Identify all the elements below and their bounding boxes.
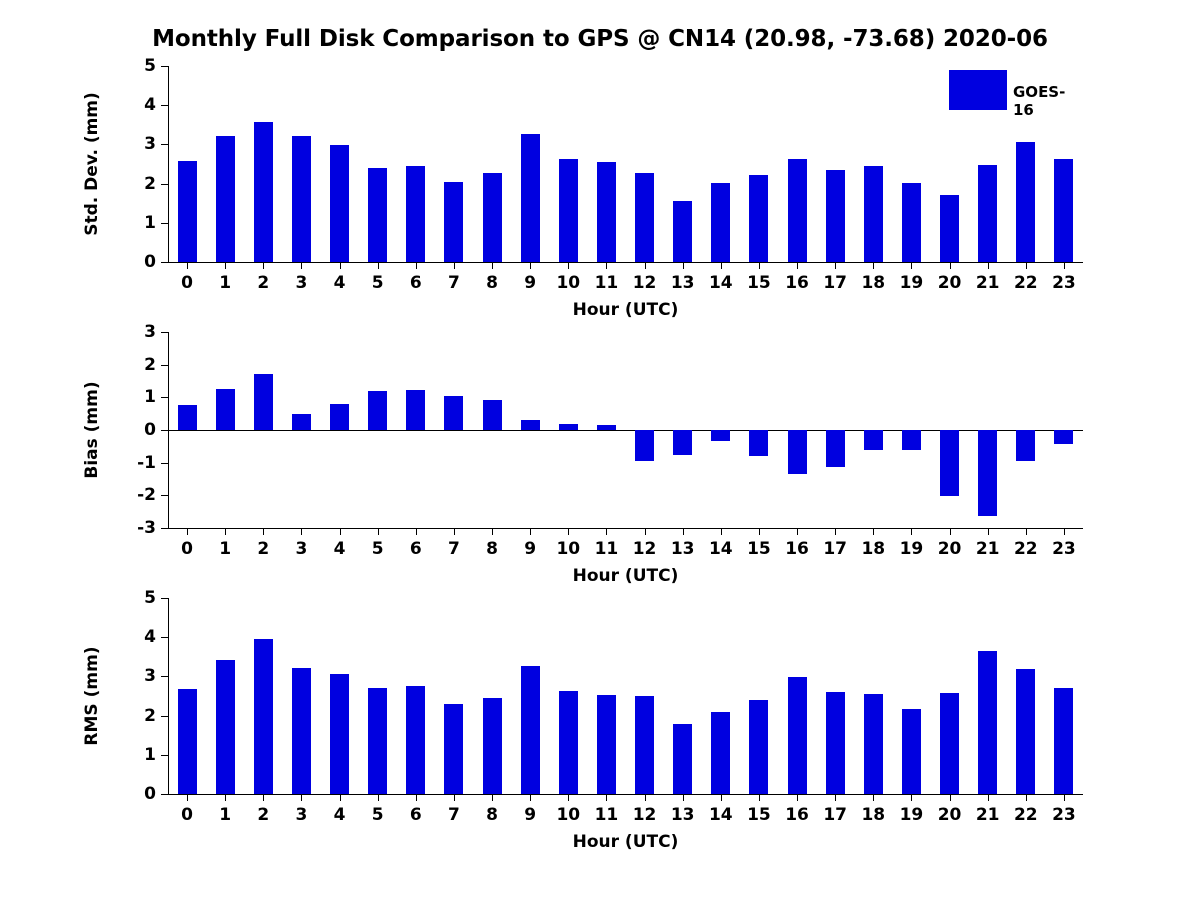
x-tick: [835, 794, 836, 801]
bar: [940, 693, 959, 794]
x-tick: [568, 262, 569, 269]
x-tick: [759, 528, 760, 535]
y-tick: [161, 223, 168, 224]
bar: [559, 159, 578, 262]
panel-std-dev: [82, 56, 1083, 320]
x-axis-line: [168, 794, 1083, 795]
y-tick: [161, 184, 168, 185]
bar: [216, 389, 235, 430]
x-tick: [759, 262, 760, 269]
x-tick: [1026, 528, 1027, 535]
bar: [178, 405, 197, 430]
bar: [597, 695, 616, 794]
bar: [749, 175, 768, 262]
legend-label: GOES-16: [1013, 83, 1066, 119]
x-tick-label: 9: [524, 273, 537, 293]
x-tick: [492, 262, 493, 269]
x-tick-label: 13: [670, 273, 695, 293]
x-tick-label: 16: [785, 273, 809, 293]
y-tick-label: 5: [144, 588, 156, 608]
bar: [1016, 430, 1035, 461]
y-tick-label: 3: [144, 666, 156, 687]
x-tick-label: 8: [486, 539, 498, 559]
bar: [406, 390, 425, 430]
x-tick-label: 11: [594, 539, 619, 559]
x-tick: [263, 794, 264, 801]
x-tick: [301, 528, 302, 535]
figure-title: Monthly Full Disk Comparison to GPS @ CN14 (20.98, -73.68) 2020-06: [152, 26, 1048, 52]
y-tick-label: 0: [144, 420, 156, 440]
x-tick-label: 4: [333, 539, 346, 559]
y-tick-label: 0: [144, 784, 156, 804]
y-axis-label: Std. Dev. (mm): [82, 92, 102, 236]
x-tick: [911, 794, 912, 801]
bar: [902, 709, 921, 794]
x-tick-label: 11: [594, 805, 619, 825]
y-tick: [161, 755, 168, 756]
bar: [292, 136, 311, 262]
x-tick: [835, 528, 836, 535]
x-tick-label: 10: [556, 273, 581, 293]
x-tick: [187, 262, 188, 269]
bar: [673, 724, 692, 794]
x-tick-label: 15: [747, 273, 771, 293]
x-tick: [1064, 794, 1065, 801]
y-tick-label: 1: [144, 744, 156, 765]
y-tick: [161, 262, 168, 263]
x-tick: [225, 262, 226, 269]
x-tick-label: 0: [181, 539, 193, 559]
x-tick-label: 23: [1052, 805, 1076, 825]
bar: [635, 430, 654, 461]
bar: [635, 696, 654, 794]
x-tick-label: 17: [823, 273, 848, 293]
x-tick: [454, 262, 455, 269]
x-tick-label: 4: [333, 805, 346, 825]
x-tick-label: 15: [747, 805, 771, 825]
x-tick-label: 21: [975, 805, 1000, 825]
x-tick: [1064, 262, 1065, 269]
x-tick: [835, 262, 836, 269]
y-tick: [161, 676, 168, 677]
bar: [368, 688, 387, 794]
bar: [978, 165, 997, 262]
bar: [673, 201, 692, 262]
x-tick: [492, 794, 493, 801]
x-tick-label: 16: [785, 539, 809, 559]
x-tick: [530, 262, 531, 269]
y-tick-label: -1: [137, 452, 156, 473]
panel-rms: [82, 588, 1083, 852]
x-tick: [759, 794, 760, 801]
y-tick: [161, 495, 168, 496]
x-tick: [1026, 794, 1027, 801]
x-tick-label: 1: [219, 273, 232, 293]
bar: [1054, 688, 1073, 794]
bar: [254, 122, 273, 262]
bar: [521, 666, 540, 794]
bar: [788, 430, 807, 474]
x-tick-label: 17: [823, 805, 848, 825]
x-tick: [378, 528, 379, 535]
x-tick: [301, 794, 302, 801]
x-tick-label: 22: [1013, 539, 1038, 559]
y-tick-label: 2: [144, 705, 156, 726]
x-tick-label: 7: [448, 539, 460, 559]
x-tick: [797, 262, 798, 269]
x-tick: [530, 528, 531, 535]
bar: [788, 159, 807, 262]
y-tick-label: 0: [144, 252, 156, 272]
x-tick-label: 12: [632, 539, 657, 559]
x-tick-label: 0: [181, 273, 193, 293]
x-tick-label: 17: [823, 539, 848, 559]
bar: [292, 668, 311, 794]
bar: [254, 639, 273, 794]
x-tick-label: 11: [594, 273, 619, 293]
bar: [406, 686, 425, 794]
x-tick: [873, 794, 874, 801]
x-tick: [416, 794, 417, 801]
x-tick-label: 15: [747, 539, 771, 559]
x-tick: [911, 262, 912, 269]
x-tick: [873, 262, 874, 269]
x-tick-label: 19: [899, 273, 924, 293]
bar: [826, 692, 845, 794]
bar: [635, 173, 654, 262]
y-tick: [161, 637, 168, 638]
x-tick-label: 9: [524, 805, 537, 825]
bar: [1016, 669, 1035, 794]
x-tick: [378, 262, 379, 269]
x-tick: [683, 262, 684, 269]
bar: [940, 195, 959, 262]
x-tick-label: 22: [1013, 805, 1038, 825]
x-tick: [950, 794, 951, 801]
bar: [368, 168, 387, 262]
x-tick-label: 19: [899, 805, 924, 825]
x-tick: [340, 794, 341, 801]
y-tick: [161, 598, 168, 599]
y-tick-label: 2: [144, 354, 156, 375]
bar: [330, 145, 349, 262]
bar: [711, 712, 730, 794]
x-tick-label: 1: [219, 539, 232, 559]
bar: [559, 691, 578, 794]
x-tick-label: 14: [708, 805, 733, 825]
x-tick-label: 16: [785, 805, 809, 825]
bar: [711, 430, 730, 441]
x-tick: [1064, 528, 1065, 535]
y-tick-label: 3: [144, 134, 156, 155]
bar: [368, 391, 387, 430]
y-tick: [161, 66, 168, 67]
x-tick-label: 2: [257, 539, 270, 559]
y-tick: [161, 365, 168, 366]
x-tick: [797, 528, 798, 535]
x-tick-label: 8: [486, 805, 498, 825]
x-tick-label: 20: [937, 805, 962, 825]
x-tick: [645, 262, 646, 269]
bar: [940, 430, 959, 496]
y-tick: [161, 794, 168, 795]
x-tick-label: 10: [556, 805, 581, 825]
x-tick-label: 7: [448, 805, 460, 825]
x-tick-label: 9: [524, 539, 537, 559]
x-tick: [950, 528, 951, 535]
bar: [444, 182, 463, 262]
y-tick: [161, 144, 168, 145]
x-tick: [950, 262, 951, 269]
bar: [902, 183, 921, 262]
x-tick-label: 10: [556, 539, 581, 559]
bar: [1016, 142, 1035, 262]
x-tick-label: 5: [371, 273, 384, 293]
x-tick-label: 2: [257, 273, 270, 293]
y-tick: [161, 716, 168, 717]
x-tick: [988, 528, 989, 535]
x-tick: [340, 528, 341, 535]
x-tick: [1026, 262, 1027, 269]
x-tick-label: 12: [632, 805, 657, 825]
x-tick-label: 23: [1052, 273, 1076, 293]
x-tick-label: 6: [409, 805, 422, 825]
bar: [483, 173, 502, 262]
x-tick: [225, 528, 226, 535]
x-tick-label: 6: [409, 273, 422, 293]
bar: [292, 414, 311, 430]
x-tick: [530, 794, 531, 801]
x-tick: [721, 794, 722, 801]
y-tick: [161, 430, 168, 431]
y-tick-label: 4: [144, 95, 156, 116]
bar: [216, 136, 235, 262]
x-tick-label: 18: [861, 273, 886, 293]
x-tick-label: 0: [181, 805, 193, 825]
bar: [444, 396, 463, 430]
y-tick-label: 1: [144, 212, 156, 233]
x-tick: [492, 528, 493, 535]
x-tick-label: 3: [295, 273, 308, 293]
x-tick: [988, 794, 989, 801]
bar: [711, 183, 730, 262]
x-tick: [263, 528, 264, 535]
y-tick-label: -2: [137, 485, 156, 506]
bar: [749, 700, 768, 794]
bar: [978, 651, 997, 794]
bar: [749, 430, 768, 456]
x-tick-label: 3: [295, 539, 308, 559]
bar: [444, 704, 463, 794]
x-axis-label: Hour (UTC): [572, 832, 679, 852]
bar: [254, 374, 273, 430]
y-tick-label: -3: [137, 518, 156, 538]
x-tick: [721, 528, 722, 535]
x-axis-label: Hour (UTC): [572, 300, 679, 320]
x-tick-label: 8: [486, 273, 498, 293]
x-tick: [187, 528, 188, 535]
bar: [521, 134, 540, 262]
x-tick: [454, 528, 455, 535]
bar: [406, 166, 425, 262]
x-tick-label: 21: [975, 539, 1000, 559]
x-tick-label: 2: [257, 805, 270, 825]
x-tick: [340, 262, 341, 269]
x-tick-label: 5: [371, 805, 384, 825]
x-tick: [568, 528, 569, 535]
y-tick: [161, 463, 168, 464]
x-tick: [873, 528, 874, 535]
bar: [978, 430, 997, 516]
x-tick-label: 1: [219, 805, 232, 825]
x-tick: [454, 794, 455, 801]
bar: [1054, 430, 1073, 444]
bar: [826, 170, 845, 262]
bar: [1054, 159, 1073, 262]
x-tick-label: 7: [448, 273, 460, 293]
x-tick-label: 5: [371, 539, 384, 559]
x-tick: [225, 794, 226, 801]
bar: [864, 694, 883, 794]
panel-bias: [82, 322, 1083, 586]
y-tick-label: 1: [144, 387, 156, 408]
bar: [559, 424, 578, 430]
x-tick-label: 4: [333, 273, 346, 293]
x-tick: [606, 528, 607, 535]
bar: [330, 404, 349, 430]
x-tick-label: 18: [861, 805, 886, 825]
bar: [597, 162, 616, 262]
y-tick-label: 4: [144, 627, 156, 648]
x-tick-label: 22: [1013, 273, 1038, 293]
x-tick: [683, 794, 684, 801]
x-tick-label: 19: [899, 539, 924, 559]
x-tick: [721, 262, 722, 269]
x-tick-label: 14: [708, 539, 733, 559]
x-tick: [645, 794, 646, 801]
bar: [330, 674, 349, 794]
y-tick: [161, 397, 168, 398]
bar: [673, 430, 692, 455]
x-tick: [187, 794, 188, 801]
y-axis-line: [168, 66, 169, 262]
x-tick: [416, 262, 417, 269]
bar: [483, 698, 502, 794]
x-tick: [988, 262, 989, 269]
x-tick: [416, 528, 417, 535]
x-tick-label: 6: [409, 539, 422, 559]
bar: [864, 430, 883, 450]
x-tick: [606, 262, 607, 269]
bar: [216, 660, 235, 794]
x-tick: [911, 528, 912, 535]
x-tick-label: 23: [1052, 539, 1076, 559]
x-tick-label: 3: [295, 805, 308, 825]
x-tick-label: 12: [632, 273, 657, 293]
y-axis-label: RMS (mm): [82, 646, 102, 746]
y-tick-label: 3: [144, 322, 156, 342]
x-tick: [683, 528, 684, 535]
legend-swatch: [949, 70, 1007, 110]
bar: [788, 677, 807, 794]
bar: [521, 420, 540, 430]
x-axis-line: [168, 262, 1083, 263]
x-tick-label: 13: [670, 539, 695, 559]
x-tick: [263, 262, 264, 269]
x-tick: [606, 794, 607, 801]
bar: [902, 430, 921, 450]
x-tick: [797, 794, 798, 801]
y-axis-label: Bias (mm): [82, 381, 102, 479]
x-tick-label: 20: [937, 273, 962, 293]
x-tick-label: 18: [861, 539, 886, 559]
x-axis-label: Hour (UTC): [572, 566, 679, 586]
x-tick: [568, 794, 569, 801]
y-tick-label: 5: [144, 56, 156, 76]
bar: [483, 400, 502, 430]
x-tick-label: 20: [937, 539, 962, 559]
x-tick-label: 13: [670, 805, 695, 825]
x-axis-line: [168, 528, 1083, 529]
y-tick-label: 2: [144, 173, 156, 194]
x-tick: [301, 262, 302, 269]
bar: [178, 689, 197, 794]
y-axis-line: [168, 598, 169, 794]
y-tick: [161, 105, 168, 106]
y-tick: [161, 528, 168, 529]
x-tick: [378, 794, 379, 801]
y-tick: [161, 332, 168, 333]
bar: [178, 161, 197, 262]
x-tick-label: 14: [708, 273, 733, 293]
bar: [597, 425, 616, 430]
x-tick: [645, 528, 646, 535]
bar: [864, 166, 883, 262]
x-tick-label: 21: [975, 273, 1000, 293]
bar: [826, 430, 845, 467]
